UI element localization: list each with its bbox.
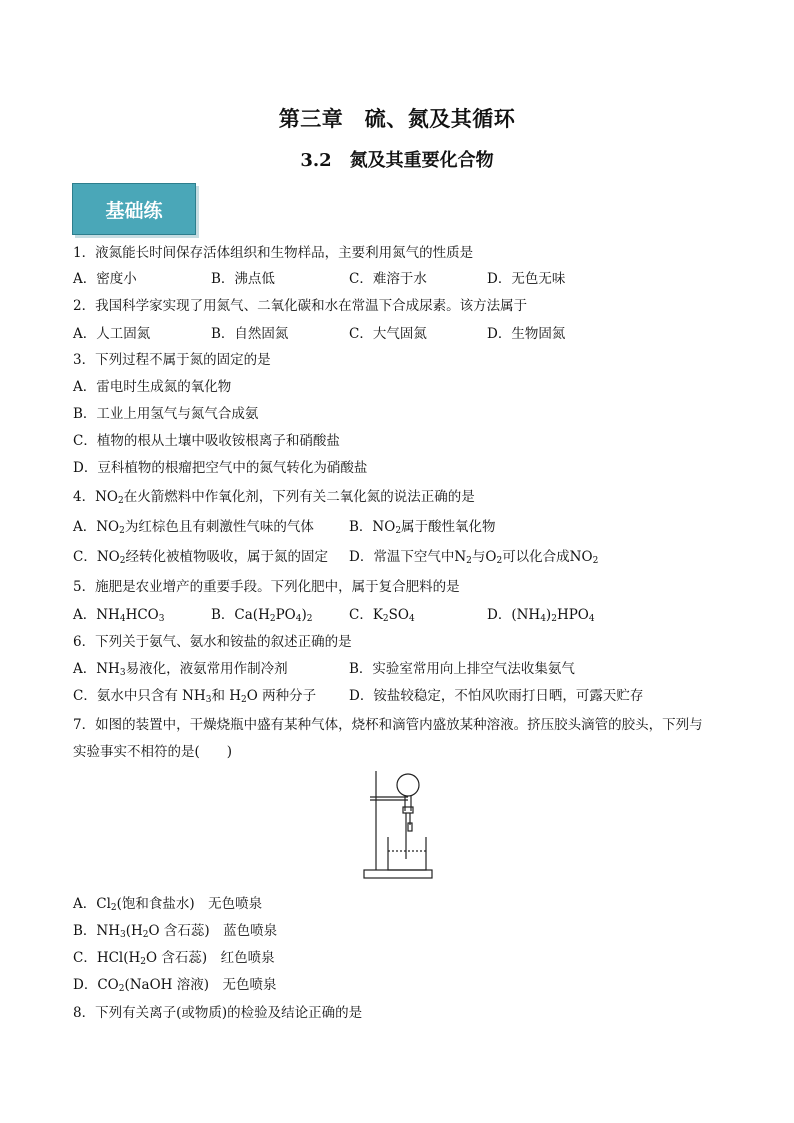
question-2-option-c[interactable]: C．大气固氮	[349, 326, 427, 342]
question-6-option-b[interactable]: B．实验室常用向上排空气法收集氨气	[349, 661, 575, 677]
section-title: 3.2 氮及其重要化合物	[300, 150, 494, 171]
section-badge	[72, 183, 196, 235]
question-6-option-c[interactable]: C．氨水中只含有 $NH_3$和 $H_2O$ 两种分子	[73, 688, 317, 705]
question-3-stem: 3．下列过程不属于氮的固定的是	[73, 352, 271, 368]
question-7-option-c[interactable]: C．$HCl(H_2O$ 含石蕊) 红色喷泉	[73, 950, 275, 967]
question-2-option-d[interactable]: D．生物固氮	[487, 326, 566, 342]
question-1-option-a[interactable]: A．密度小	[73, 271, 137, 287]
question-4-option-a[interactable]: A．$NO_2$为红棕色且有刺激性气味的气体	[73, 519, 314, 536]
question-7-stem-line-2: 实验事实不相符的是( )	[73, 744, 233, 760]
question-4-option-c[interactable]: C．$NO_2$经转化被植物吸收，属于氮的固定	[73, 549, 328, 566]
question-5-option-d[interactable]: D．$(NH_4)_2HPO_4$	[487, 607, 595, 624]
question-3-option-c[interactable]: C．植物的根从土壤中吸收铵根离子和硝酸盐	[73, 433, 340, 449]
round-flask	[397, 774, 419, 796]
question-4-option-d[interactable]: D．常温下空气中$N_2$与$O_2$可以化合成$NO_2$	[349, 549, 599, 566]
question-5-option-b[interactable]: B．$Ca(H_2PO_4)_2$	[211, 607, 313, 624]
question-4-option-b[interactable]: B．$NO_2$属于酸性氧化物	[349, 519, 496, 536]
chapter-title: 第三章 硫、氮及其循环	[278, 106, 516, 131]
question-1-option-c[interactable]: C．难溶于水	[349, 271, 427, 287]
question-3-option-d[interactable]: D．豆科植物的根瘤把空气中的氮气转化为硝酸盐	[73, 460, 368, 476]
question-1-option-d[interactable]: D．无色无味	[487, 271, 566, 287]
question-3-option-b[interactable]: B．工业上用氢气与氮气合成氨	[73, 406, 259, 422]
beaker	[388, 837, 426, 870]
badge-label: 基础练	[105, 199, 163, 222]
question-5-option-a[interactable]: A．$NH_4HCO_3$	[73, 607, 165, 624]
fountain-apparatus-figure	[360, 767, 436, 881]
question-8-stem: 8．下列有关离子(或物质)的检验及结论正确的是	[73, 1005, 363, 1021]
question-6-option-d[interactable]: D．铵盐较稳定，不怕风吹雨打日晒，可露天贮存	[349, 688, 644, 704]
question-4-stem: 4．$NO_2$在火箭燃料中作氧化剂，下列有关二氧化氮的说法正确的是	[73, 489, 475, 506]
question-1-option-b[interactable]: B．沸点低	[211, 271, 275, 287]
question-7-stem-line-1: 7．如图的装置中，干燥烧瓶中盛有某种气体，烧杯和滴管内盛放某种溶液。挤压胶头滴管的胶头，下列与	[73, 717, 703, 733]
question-5-stem: 5．施肥是农业增产的重要手段。下列化肥中，属于复合肥料的是	[73, 579, 460, 595]
question-6-option-a[interactable]: A．$NH_3$易液化，液氨常用作制冷剂	[73, 661, 288, 678]
question-6-stem: 6．下列关于氨气、氨水和铵盐的叙述正确的是	[73, 634, 352, 650]
question-3-option-a[interactable]: A．雷电时生成氮的氧化物	[73, 379, 232, 395]
stand-base	[364, 870, 432, 878]
question-2-stem: 2．我国科学家实现了用氮气、二氧化碳和水在常温下合成尿素。该方法属于	[73, 298, 528, 314]
question-7-option-d[interactable]: D．$CO_2(NaOH$ 溶液) 无色喷泉	[73, 977, 277, 994]
question-1-stem: 1．液氮能长时间保存活体组织和生物样品，主要利用氮气的性质是	[73, 245, 474, 261]
question-7-option-a[interactable]: A．$Cl_2$(饱和食盐水) 无色喷泉	[73, 896, 263, 913]
question-2-option-b[interactable]: B．自然固氮	[211, 326, 289, 342]
question-7-option-b[interactable]: B．$NH_3(H_2O$ 含石蕊) 蓝色喷泉	[73, 923, 278, 940]
question-5-option-c[interactable]: C．$K_2SO_4$	[349, 607, 415, 624]
question-2-option-a[interactable]: A．人工固氮	[73, 326, 151, 342]
